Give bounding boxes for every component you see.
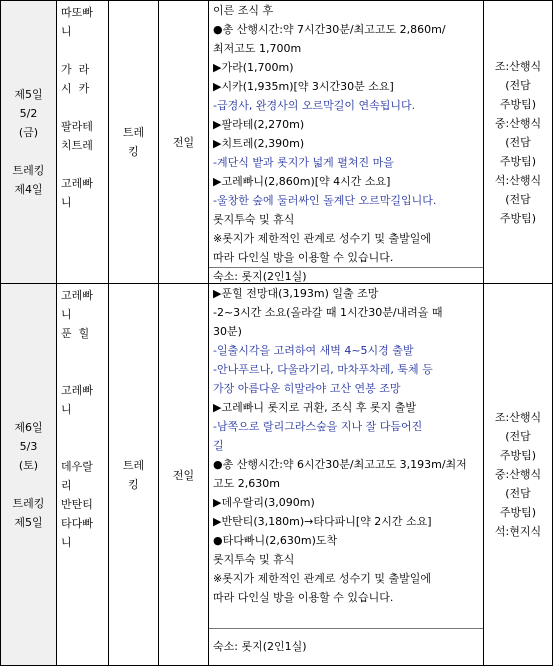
- place-cell: [57, 1, 109, 284]
- place-name: 타다빠: [61, 517, 93, 530]
- schedule-line: ※롯지가 제한적인 관계로 성수기 및 출발일에: [213, 572, 431, 585]
- schedule-line: -안나푸르나, 다울라기리, 마차푸차레, 툭체 등: [213, 363, 433, 376]
- day-line: 5/3: [19, 439, 38, 453]
- transport-cell: [109, 1, 159, 284]
- day-line: 5/2: [19, 107, 38, 120]
- schedule-line: ※롯지가 제한적인 관계로 성수기 및 출발일에: [213, 232, 431, 245]
- place-name: 팔라테: [61, 120, 93, 133]
- place-name: [61, 438, 106, 457]
- meal-line: 주방팀): [499, 154, 537, 168]
- place-name: 니: [61, 25, 72, 38]
- place-name: [61, 98, 106, 117]
- meal-line: 주방팀): [499, 449, 537, 462]
- place-name: [61, 343, 106, 362]
- place-name: 니: [61, 196, 72, 209]
- schedule-line: ●총 산행시간:약 7시간30분/최고고도 2,860m/: [213, 23, 446, 36]
- meal-line: 중:산행식: [494, 116, 542, 130]
- schedule-cell: [209, 1, 484, 284]
- guide-text: 전일: [172, 136, 195, 149]
- schedule-line: 고도 2,630m: [213, 477, 280, 490]
- place-name: 고레빠: [61, 177, 93, 190]
- schedule-line: -일출시각을 고려하여 새벽 4~5시경 출발: [213, 344, 414, 357]
- day-line: [1, 475, 56, 494]
- meal-line: (전담: [505, 430, 531, 443]
- schedule-line: -계단식 밭과 롯지가 넓게 펼쳐진 마을: [213, 156, 394, 169]
- day-row: [1, 284, 553, 666]
- day-line: 트레킹: [12, 496, 45, 510]
- schedule-line: 따라 다인실 방을 이용할 수 있습니다.: [213, 251, 394, 264]
- place-name: [61, 362, 106, 381]
- day-line: [1, 142, 56, 161]
- meal-line: 주방팀): [499, 211, 537, 225]
- day-line: (토): [18, 458, 39, 472]
- schedule-line: -남쪽으로 랄리그라스숲을 지나 잘 다듬어진: [213, 420, 423, 433]
- place-name: 니: [61, 403, 72, 416]
- schedule-line: ▶시카(1,935m)[약 3시간30분 소요]: [213, 80, 394, 93]
- place-cell: [57, 284, 109, 666]
- schedule-line: 길: [213, 439, 224, 452]
- schedule-line: ▶푼힐 전망대(3,193m) 일출 조망: [213, 287, 379, 300]
- meal-line: (전담: [505, 78, 531, 92]
- place-name: [61, 41, 106, 60]
- schedule-line: -울창한 숲에 둘러싸인 돌계단 오르막길입니다.: [213, 194, 437, 207]
- meal-line: 주방팀): [499, 97, 537, 111]
- day-cell: [1, 284, 57, 666]
- place-name: 푼 힐: [61, 327, 90, 340]
- guide-cell: [159, 284, 209, 666]
- place-name: 니: [61, 536, 72, 549]
- schedule-line: 30분): [213, 325, 242, 338]
- place-name: [61, 419, 106, 438]
- meal-line: (전담: [505, 487, 531, 500]
- place-name: [61, 155, 106, 174]
- meals-cell: [484, 1, 553, 284]
- day-line: 제5일: [14, 88, 43, 101]
- place-name: 따또빠: [61, 6, 93, 19]
- day-row: [1, 1, 553, 284]
- meal-line: (전담: [505, 135, 531, 149]
- place-name: 데우랄: [61, 460, 93, 473]
- day-line: (금): [18, 126, 39, 139]
- schedule-line: ▶반탄티(3,180m)→타다파니[약 2시간 소요]: [213, 515, 432, 528]
- place-name: 고레빠: [61, 289, 93, 302]
- transport-text: 트레: [122, 126, 145, 139]
- lodging-info: 숙소: 롯지(2인1실): [209, 267, 483, 286]
- schedule-line: ●총 산행시간:약 6시간30분/최고고도 3,193m/최저: [213, 458, 467, 471]
- day-line: 제4일: [14, 183, 43, 196]
- transport-text: 트레: [122, 458, 145, 472]
- schedule-lines: [209, 1, 483, 267]
- schedule-line: ▶치트레(2,390m): [213, 137, 305, 150]
- transport-text: 킹: [128, 145, 139, 158]
- schedule-line: ▶데우랄리(3,090m): [213, 496, 315, 509]
- place-name: 가 라: [61, 63, 90, 76]
- schedule-cell: [209, 284, 484, 666]
- schedule-line: 따라 다인실 방을 이용할 수 있습니다.: [213, 591, 394, 604]
- schedule-line: ▶팔라테(2,270m): [213, 118, 305, 131]
- meal-line: 석:산행식: [494, 173, 542, 187]
- schedule-line: -2~3시간 소요(올라갈 때 1시간30분/내려올 때: [213, 306, 443, 319]
- schedule-line: 롯지투숙 및 휴식: [213, 553, 295, 566]
- place-name: 반탄티: [61, 498, 93, 511]
- guide-text: 전일: [172, 468, 195, 482]
- schedule-line: ▶고레빠니 롯지로 귀환, 조식 후 롯지 출발: [213, 401, 416, 414]
- schedule-line: ▶가라(1,700m): [213, 61, 294, 74]
- schedule-line: -급경사, 완경사의 오르막길이 연속됩니다.: [213, 99, 416, 112]
- schedule-line: 가장 아름다운 히말라야 고산 연봉 조망: [213, 382, 401, 395]
- meal-line: 중:산행식: [494, 468, 542, 481]
- schedule-line: 롯지투숙 및 휴식: [213, 213, 295, 226]
- guide-cell: [159, 1, 209, 284]
- schedule-line: ●타다빠니(2,630m)도착: [213, 534, 338, 547]
- transport-cell: [109, 284, 159, 666]
- transport-text: 킹: [128, 477, 139, 491]
- place-name: 치트레: [61, 139, 93, 152]
- meal-line: 주방팀): [499, 506, 537, 519]
- schedule-line: 이른 조식 후: [213, 4, 274, 17]
- meals-cell: [484, 284, 553, 666]
- day-cell: [1, 1, 57, 284]
- meal-line: (전담: [505, 192, 531, 206]
- schedule-line: ▶고레빠니(2,860m)[약 4시간 소요]: [213, 175, 391, 188]
- place-name: 리: [61, 479, 72, 492]
- day-line: 제6일: [14, 420, 43, 434]
- lodging-info: 숙소: 롯지(2인1실): [209, 628, 483, 665]
- meal-line: 석:현지식: [494, 525, 542, 538]
- place-name: 고레빠: [61, 384, 93, 397]
- place-name: 시 카: [61, 82, 90, 95]
- meal-line: 조:산행식: [494, 59, 542, 73]
- day-line: 제5일: [14, 515, 43, 529]
- day-line: 트레킹: [12, 164, 45, 177]
- meal-line: 조:산행식: [494, 411, 542, 424]
- schedule-lines: [209, 284, 483, 628]
- schedule-line: 최저고도 1,700m: [213, 42, 302, 55]
- place-name: 니: [61, 308, 72, 321]
